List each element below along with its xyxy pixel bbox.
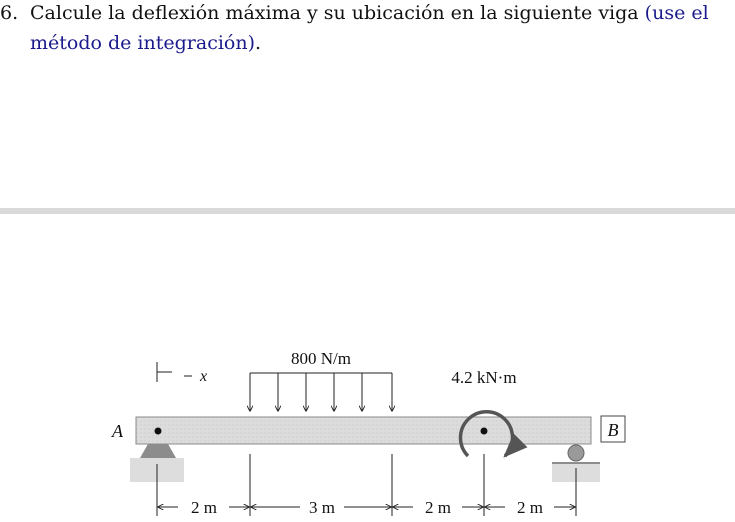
support-b-label: B	[607, 420, 619, 440]
problem-highlight-b: método de integración)	[30, 32, 255, 54]
moment-point	[481, 428, 488, 435]
distributed-load-label: 800 N/m	[291, 349, 351, 368]
support-a-label: A	[112, 421, 123, 441]
dimension-lines	[157, 454, 576, 516]
axis-x-label: x	[200, 368, 208, 385]
distributed-load	[250, 349, 392, 411]
problem-number: 6.	[0, 2, 19, 24]
problem-text: Calcule la deflexión máxima y su ubicación en la siguiente viga	[30, 2, 639, 24]
problem-highlight-a: (use el	[644, 2, 709, 24]
pin-a-point	[155, 428, 162, 435]
moment-label: 4.2 kN·m	[451, 368, 517, 387]
dimension-4-label: 2 m	[517, 498, 543, 517]
x-axis-marker	[157, 362, 207, 385]
problem-trailing: .	[255, 32, 262, 54]
dimension-2-label: 3 m	[309, 498, 335, 517]
dimension-3-label: 2 m	[425, 498, 451, 517]
dimension-1-label: 2 m	[191, 498, 217, 517]
beam	[136, 417, 591, 444]
